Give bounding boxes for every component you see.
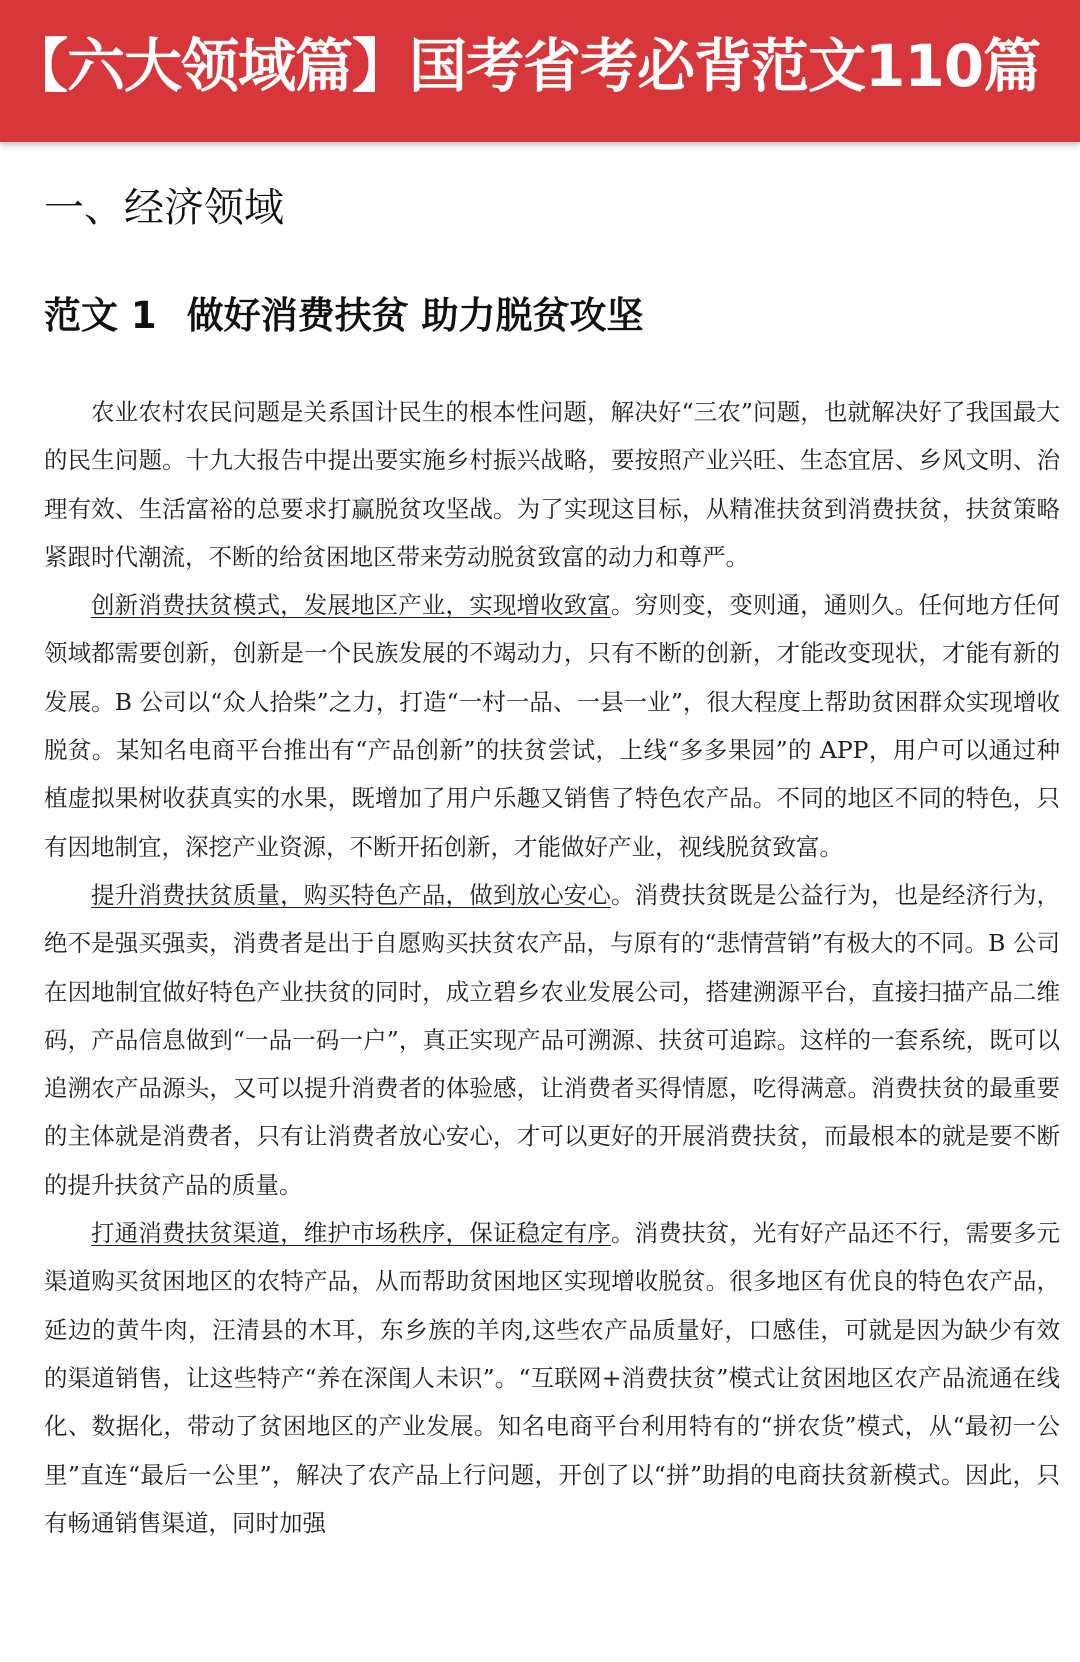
article-body — [44, 388, 1060, 1547]
paragraph-intro — [44, 388, 1060, 581]
paragraph-text: 农业农村农民问题是关系国计民生的根本性问题，解决好“三农”问题，也就解决好了我国最大的民生问题。十九大报告中提出要实施乡村振兴战略，要按照产业兴旺、生态宜居、乡风文明、治理有效、生活富裕的总要求打赢脱贫攻坚战。为了实现这目标，从精准扶贫到消费扶贫，扶贫策略紧跟时代潮流，不断的给贫困地区带来劳动脱贫致富的动力和尊严。 — [44, 398, 1060, 571]
paragraph-lead: 提升消费扶贫质量，购买特色产品，做到放心安心 — [91, 880, 612, 909]
article-number: 范文 1 — [44, 294, 157, 337]
paragraph-channels — [44, 1209, 1060, 1547]
paragraph-quality — [44, 871, 1060, 1209]
paragraph-innovation — [44, 581, 1060, 871]
paragraph-text: 。消费扶贫，光有好产品还不行，需要多元渠道购买贫困地区的农特产品，从而帮助贫困地区实现增收脱贫。很多地区有优良的特色农产品，延边的黄牛肉，汪清县的木耳，东乡族的羊肉,这些农产品质量好，口感佳，可就是因为缺少有效的渠道销售，让这些特产“养在深闺人未识”。“互联网+消费扶贫”模式让贫困地区农产品流通在线化、数据化，带动了贫困地区的产业发展。知名电商平台利用特有的“拼农货”模式，从“最初一公里”直连“最后一公里”，解决了农产品上行问题，开创了以“拼”助捐的电商扶贫新模式。因此，只有畅通销售渠道，同时加强 — [44, 1219, 1061, 1537]
banner-title: 【六大领域篇】国考省考必背范文110篇 — [10, 32, 1041, 100]
paragraph-lead: 创新消费扶贫模式，发展地区产业，实现增收致富 — [91, 591, 612, 620]
article-title-text: 做好消费扶贫 助力脱贫攻坚 — [186, 294, 644, 337]
article-title — [44, 288, 644, 344]
paragraph-text: 。穷则变，变则通，通则久。任何地方任何领域都需要创新，创新是一个民族发展的不竭动力，只有不断的创新，才能改变现状，才能有新的发展。B 公司以“众人拾柴”之力，打造“一村一品、一县一业”，很大程度上帮助贫困群众实现增收脱贫。某知名电商平台推出有“产品创新”的扶贫尝试，上线“多多果园”的 APP，用户可以通过种植虚拟果树收获真实的水果，既增加了用户乐趣又销售了特色农产品。不同的地区不同的特色，只有因地制宜，深挖产业资源，不断开拓创新，才能做好产业，视线脱贫致富。 — [44, 591, 1061, 861]
title-banner — [0, 0, 1080, 142]
paragraph-text: 。消费扶贫既是公益行为，也是经济行为，绝不是强买强卖，消费者是出于自愿购买扶贫农产品，与原有的“悲情营销”有极大的不同。B 公司在因地制宜做好特色产业扶贫的同时，成立碧乡农业发展公司，搭建溯源平台，直接扫描产品二维码，产品信息做到“一品一码一户”，真正实现产品可溯源、扶贫可追踪。这样的一套系统，既可以追溯农产品源头，又可以提升消费者的体验感，让消费者买得情愿，吃得满意。消费扶贫的最重要的主体就是消费者，只有让消费者放心安心，才可以更好的开展消费扶贫，而最根本的就是要不断的提升扶贫产品的质量。 — [44, 880, 1061, 1199]
section-heading: 一、经济领域 — [44, 185, 284, 231]
paragraph-lead: 打通消费扶贫渠道，维护市场秩序，保证稳定有序 — [91, 1219, 612, 1248]
